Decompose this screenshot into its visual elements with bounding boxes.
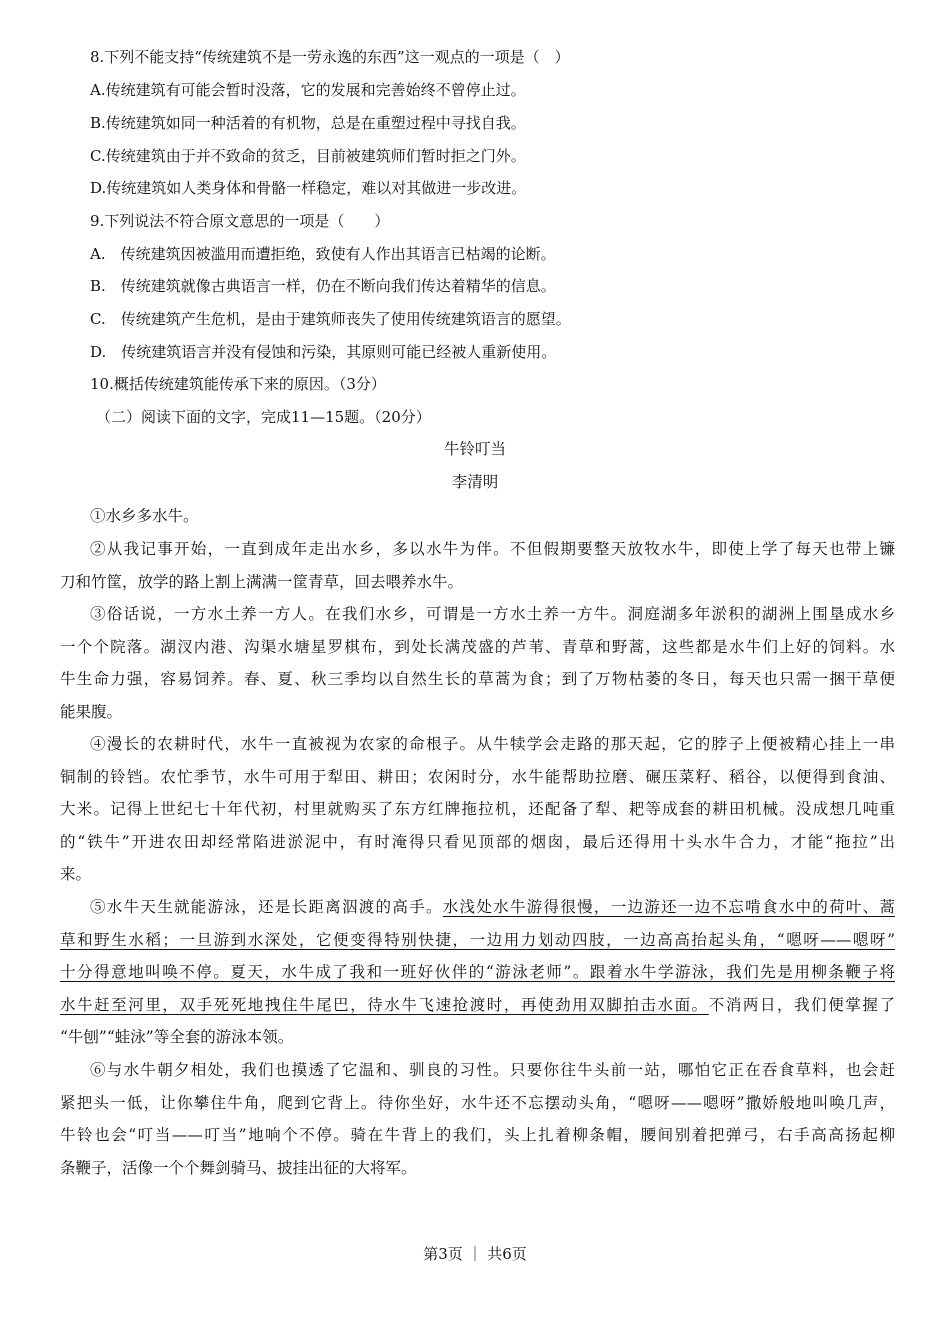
question-9-option-b: B. 传统建筑就像古典语言一样，仍在不断向我们传达着精华的信息。 [90, 277, 556, 295]
question-9-option-d: D. 传统建筑语言并没有侵蚀和污染，其原则可能已经被人重新使用。 [90, 343, 557, 361]
paragraph-2-line: 刀和竹筐，放学的路上割上满满一筐青草，回去喂养水牛。 [60, 572, 464, 591]
paragraph-5-line [60, 956, 895, 989]
paragraph-6 [60, 1054, 895, 1184]
paragraph-3-line: ③俗话说，一方水土养一方人。在我们水乡，可谓是一方水土养一方牛。洞庭湖多年淤积的湖洲上围垦成水乡 [90, 605, 895, 623]
underlined-passage: 水牛赶至河里，双手死死地拽住牛尾巴，待水牛飞速抢渡时，再使劲用双脚拍击水面。 [60, 995, 709, 1014]
paragraph-4-line: 铜制的铃铛。农忙季节，水牛可用于犁田、耕田；农闲时分，水牛能帮助拉磨、碾压菜籽、稻谷，以便得到食油、 [60, 767, 895, 786]
question-8-option-d: D.传统建筑如人类身体和骨骼一样稳定，难以对其做进一步改进。 [90, 179, 527, 197]
underlined-passage: 草和野生水稻；一旦游到水深处，它便变得特别快捷，一边用力划动四肢，一边高高抬起头角，“嗯呀——嗯呀” [60, 930, 895, 949]
paragraph-2 [60, 533, 895, 598]
paragraph-4-line: ④漫长的农耕时代，水牛一直被视为农家的命根子。从牛犊学会走路的那天起，它的脖子上便被精心挂上一串 [90, 735, 895, 753]
paragraph-6-line: 紧把头一低，让你攀住牛角，爬到它背上。待你坐好，水牛还不忘摆动头角，“嗯呀——嗯呀”撒娇般地叫唤几声， [60, 1093, 895, 1112]
paragraph-5-line [60, 989, 895, 1022]
paragraph-5-line [60, 924, 895, 957]
paragraph-3 [60, 598, 895, 728]
paragraph-4-line: 来。 [60, 865, 92, 884]
paragraph-3-line: 牛生命力强，容易饲养。春、夏、秋三季均以自然生长的草蒿为食；到了万物枯萎的冬日，每天也只需一捆干草便 [60, 670, 895, 689]
article-author: 李清明 [451, 473, 499, 491]
question-8-option-a: A.传统建筑有可能会暂时没落，它的发展和完善始终不曾停止过。 [90, 81, 526, 99]
underlined-passage: 水浅处水牛游得很慢，一边游还一边不忘啃食水中的荷叶、蒿 [442, 898, 895, 916]
paragraph-5-line [60, 1021, 895, 1054]
question-10-stem: 10.概括传统建筑能传承下来的原因。（3分） [90, 375, 386, 393]
question-8-option-b: B.传统建筑如同一种活着的有机物，总是在重塑过程中寻找自我。 [90, 114, 526, 132]
paragraph-4 [60, 728, 895, 891]
paragraph-2-line: ②从我记事开始，一直到成年走出水乡，多以水牛为伴。不但假期要整天放牧水牛，即使上学了每天也带上镰 [90, 540, 895, 558]
paragraph-5-text: ⑤水牛天生就能游泳，还是长距离泅渡的高手。 [90, 898, 443, 916]
paragraph-4-line: 的“铁牛”开进农田却经常陷进淤泥中，有时淹得只看见顶部的烟囱，最后还得用十头水牛合力，才能“拖拉”出 [60, 832, 895, 851]
paragraph-3-line: 一个个院落。湖汊内港、沟渠水塘星罗棋布，到处长满茂盛的芦苇、青草和野蒿，这些都是水牛们上好的饲料。水 [60, 637, 895, 656]
paragraph-6-line: ⑥与水牛朝夕相处，我们也摸透了它温和、驯良的习性。只要你往牛头前一站，哪怕它正在吞食草料，也会赶 [90, 1061, 895, 1079]
paragraph-1 [60, 500, 895, 533]
question-8-stem: 8.下列不能支持“传统建筑不是一劳永逸的东西”这一观点的一项是（ ） [90, 48, 570, 66]
paragraph-1-line: ①水乡多水牛。 [90, 507, 199, 525]
page-footer: 第3页 ｜ 共6页 [423, 1245, 527, 1263]
paragraph-5-text: 不消两日，我们便掌握了 [708, 995, 895, 1014]
paragraph-5 [60, 891, 895, 1054]
paragraph-4-line: 大米。记得上世纪七十年代初，村里就购买了东方红牌拖拉机，还配备了犁、耙等成套的耕田机械。没成想几吨重 [60, 800, 895, 819]
paragraph-3-line: 能果腹。 [60, 702, 123, 721]
question-8-option-c: C.传统建筑由于并不致命的贫乏，目前被建筑师们暂时拒之门外。 [90, 147, 526, 165]
question-9-stem: 9.下列说法不符合原文意思的一项是（ ） [90, 212, 390, 230]
question-9-option-a: A. 传统建筑因被滥用而遭拒绝，致使有人作出其语言已枯竭的论断。 [90, 245, 556, 263]
paragraph-5-line [60, 891, 895, 924]
underlined-passage: 十分得意地叫唤不停。夏天，水牛成了我和一班好伙伴的“游泳老师”。跟着水牛学游泳，我们先是用柳条鞭子将 [60, 963, 895, 982]
paragraph-6-line: 条鞭子，活像一个个舞剑骑马、披挂出征的大将军。 [60, 1158, 417, 1177]
article-title: 牛铃叮当 [443, 440, 506, 458]
question-9-option-c: C. 传统建筑产生危机，是由于建筑师丧失了使用传统建筑语言的愿望。 [90, 310, 571, 328]
paragraph-5-text: “牛刨”“蛙泳”等全套的游泳本领。 [60, 1028, 294, 1047]
paragraph-6-line: 牛铃也会“叮当——叮当”地响个不停。骑在牛背上的我们，头上扎着柳条帽，腰间别着把弹弓，右手高高扬起柳 [60, 1126, 895, 1145]
section-2-heading: （二）阅读下面的文字，完成11—15题。（20分） [96, 408, 431, 426]
